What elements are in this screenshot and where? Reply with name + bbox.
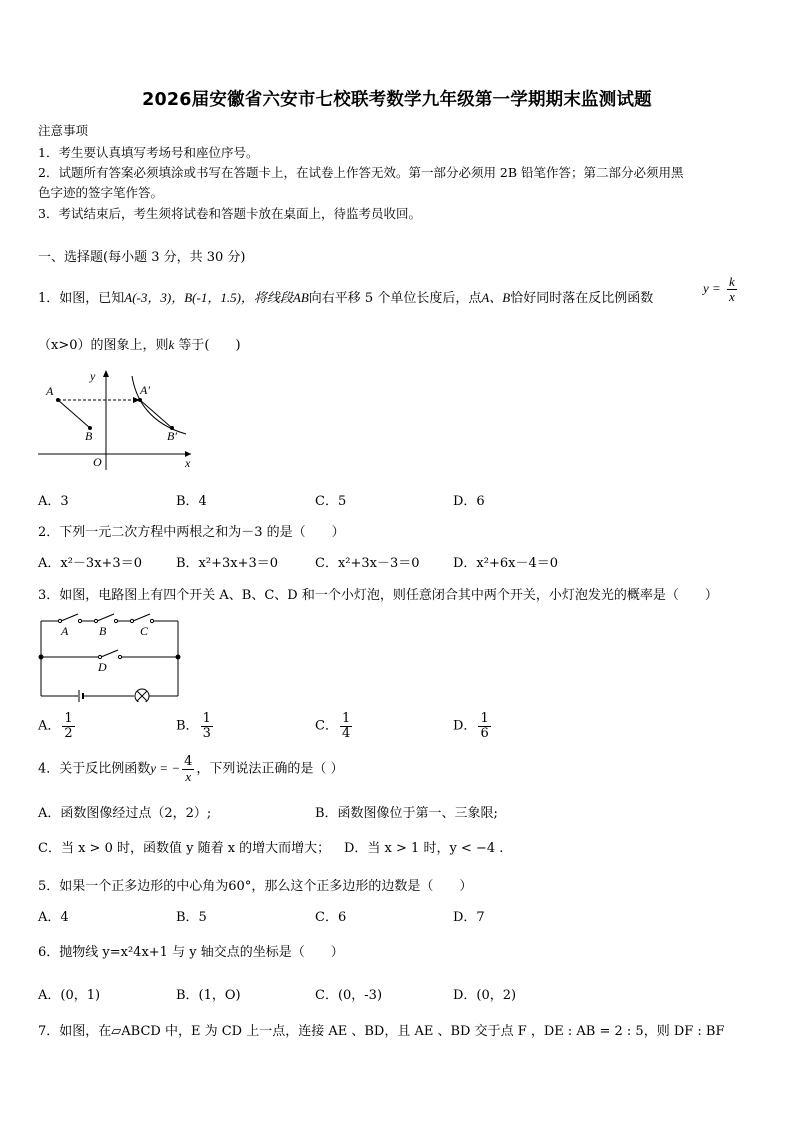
q4-option-d[interactable]: D．当 x > 1 时，y < −4 . (344, 841, 504, 856)
label-a: A (61, 624, 69, 638)
lamp-icon (135, 689, 149, 702)
segment-a2b2 (140, 400, 172, 428)
switch-b (94, 614, 117, 623)
notice-item: 3．考试结束后，考生须将试卷和答题卡放在桌面上，待监考员收回。 (38, 206, 421, 221)
section-heading: 一、选择题(每小题 3 分，共 30 分) (38, 250, 246, 265)
question-6: 6．抛物线 y=x²4x+1 与 y 轴交点的坐标是（ ） (38, 945, 344, 960)
question-3: 3．如图，电路图上有四个开关 A、B、C、D 和一个小灯泡，则任意闭合其中两个开关，小灯泡发光的概率是（ ） (38, 588, 718, 603)
q6-option-c[interactable]: C．(0，-3) (315, 988, 383, 1003)
q3-option-c[interactable]: C． $\frac{1}{4}$ (315, 711, 351, 741)
notice-heading: 注意事项 (38, 123, 89, 138)
question-2: 2．下列一元二次方程中两根之和为－3 的是（ ） (38, 525, 345, 540)
q1-figure (36, 366, 196, 474)
q2-option-b[interactable]: B．x²+3x+3＝0 (176, 556, 279, 571)
switch-a (58, 614, 81, 623)
q1-option-c[interactable]: C．5 (315, 494, 347, 509)
q4-option-c[interactable]: C．当 x > 0 时，函数值 y 随着 x 的增大而增大； (38, 841, 331, 856)
notice-item: 1．考生要认真填写考场号和座位序号。 (38, 145, 259, 160)
segment-ab (58, 400, 90, 428)
q1-function: y = $\frac{k}{x}$ (703, 274, 735, 304)
battery-icon (79, 690, 83, 702)
question-1-line2: （x>0）的图象上，则k 等于( ) (38, 337, 241, 353)
switch-d (98, 650, 121, 659)
q3-option-b[interactable]: B． $\frac{1}{3}$ (176, 711, 211, 741)
notice-item: 色字迹的签字笔作答。 (38, 185, 164, 200)
q6-option-a[interactable]: A．(0，1) (38, 988, 101, 1003)
q6-option-b[interactable]: B．(1，O) (176, 988, 241, 1003)
q2-option-d[interactable]: D．x²+6x－4＝0 (453, 556, 559, 571)
page-title: 2026届安徽省六安市七校联考数学九年级第一学期期末监测试题 (142, 90, 652, 110)
question-1-line1: 1．如图，已知A(-3，3)，B(-1，1.5)，将线段AB向右平移 5 个单位长度后，点A、B恰好同时落在反比例函数 (38, 290, 654, 306)
label-c: C (140, 624, 149, 638)
question-7: 7．如图，在▱ABCD 中，E 为 CD 上一点，连接 AE 、BD，且 AE 、BD 交于点 F ，DE : AB = 2 : 5，则 DF : BF (38, 1024, 725, 1039)
label-d: D (98, 660, 107, 674)
q2-option-c[interactable]: C．x²+3x－3＝0 (315, 556, 420, 571)
y-axis-arrow (103, 370, 109, 377)
label-a: A (46, 384, 54, 398)
q5-option-c[interactable]: C．6 (315, 910, 347, 925)
label-x: x (185, 456, 191, 470)
label-o: O (93, 455, 102, 469)
q3-option-a[interactable]: A． $\frac{1}{2}$ (38, 711, 73, 741)
q3-option-d[interactable]: D． $\frac{1}{6}$ (453, 711, 489, 741)
q5-option-d[interactable]: D．7 (453, 910, 485, 925)
q4-option-b[interactable]: B．函数图像位于第一、三象限; (315, 806, 498, 821)
q4-option-a[interactable]: A．函数图像经过点（2，2）; (38, 806, 212, 821)
q1-option-a[interactable]: A．3 (38, 494, 69, 509)
label-y: y (90, 369, 96, 383)
notice-item: 2．试题所有答案必须填涂或书写在答题卡上，在试卷上作答无效。第一部分必须用 2B 铅笔作答；第二部分必须用黑 (38, 165, 684, 180)
label-b: B (99, 624, 107, 638)
q5-option-a[interactable]: A．4 (38, 910, 69, 925)
label-b: B (85, 429, 93, 443)
q6-option-d[interactable]: D．(0，2) (453, 988, 517, 1003)
switch-c (130, 614, 153, 623)
q5-option-b[interactable]: B．5 (176, 910, 207, 925)
question-4: 4．关于反比例函数y = − $\frac{4}{x}$ ，下列说法正确的是（ ） (38, 754, 344, 784)
q1-option-b[interactable]: B．4 (176, 494, 207, 509)
label-a-prime: A′ (140, 383, 150, 397)
question-5: 5．如果一个正多边形的中心角为60°，那么这个正多边形的边数是（ ） (38, 879, 473, 894)
q2-option-a[interactable]: A．x²－3x+3＝0 (38, 556, 142, 571)
label-b-prime: B′ (167, 429, 177, 443)
q3-circuit-figure (36, 608, 186, 702)
q1-option-d[interactable]: D．6 (453, 494, 485, 509)
